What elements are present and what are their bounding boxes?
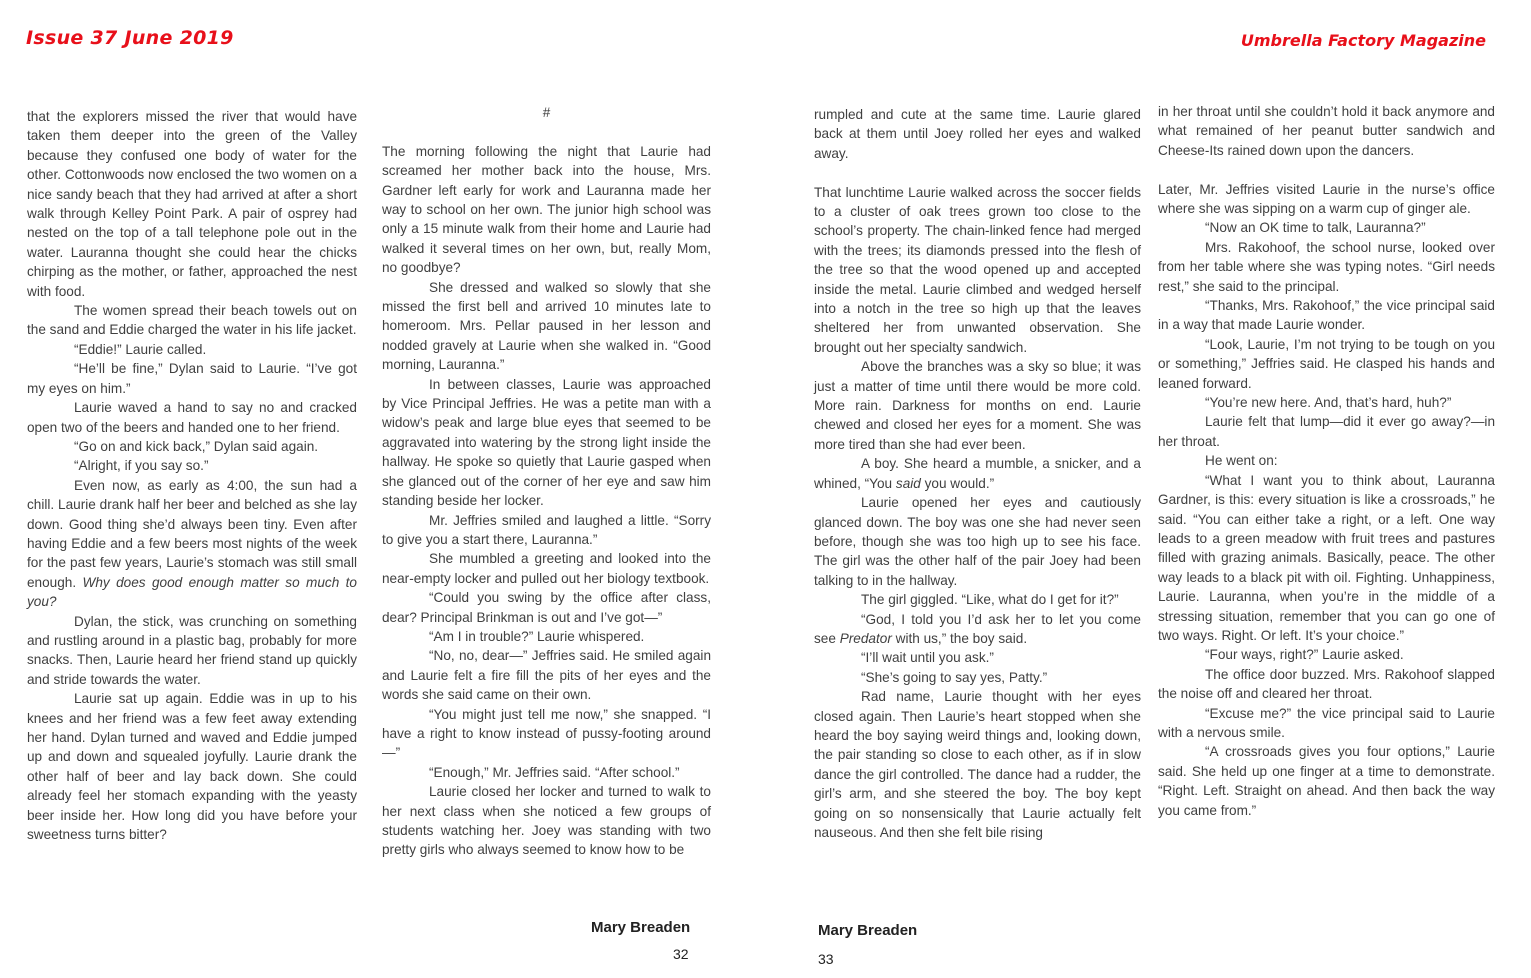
paragraph: “I’ll wait until you ask.” [861,650,994,666]
paragraph: “What I want you to think about, Lauranna Gardner, is this: every situation is like a crossroads,” he said. “You can either take a right, or a left. One way leads to a green meadow with fruit trees and pastures filled with grazing animals. Basically, peace. The other way leads to a black pit with oil. Fighting. Unhappiness, Laurie. Lauranna, when you’re in the middle of a stressing situation, remember that you can go one of two ways. Right. Or left. It’s your choice.” [1158,472,1495,643]
paragraph: rumpled and cute at the same time. Laurie glared back at them until Joey rolled her eyes and walked away. [814,107,1141,161]
paragraph: “You might just tell me now,” she snapped. “I have a right to know instead of pussy-footing around—” [382,706,711,761]
paragraph: Above the branches was a sky so blue; it was just a matter of time until there would be more cold. More rain. Darkness for months on end. Laurie chewed and closed her eyes for a moment. She was more tired than she had ever been. [814,359,1141,452]
paragraph: She mumbled a greeting and looked into the near-empty locker and pulled out her biology textbook. [382,551,711,586]
paragraph: The women spread their beach towels out on the sand and Eddie charged the water in his life jacket. [27,303,357,338]
paragraph: “She’s going to say yes, Patty.” [861,669,1048,685]
paragraph: Laurie waved a hand to say no and cracked open two of the beers and handed one to her friend. [27,400,357,435]
page-number-left: 32 [673,946,689,962]
author-right: Mary Breaden [818,922,918,939]
paragraph: “He’ll be fine,” Dylan said to Laurie. “I’ve got my eyes on him.” [27,361,357,396]
paragraph: “Look, Laurie, I’m not trying to be tough on you or something,” Jeffries said. He clasped his hands and leaned forward. [1158,336,1495,391]
paragraph: Later, Mr. Jeffries visited Laurie in the nurse’s office where she was sipping on a warm cup of ginger ale. [1158,181,1495,217]
text-column-3 [814,105,1141,842]
paragraph: that the explorers missed the river that would have taken them deeper into the green of the Valley because they confused one body of water for the other. Cottonwoods now enclosed the two women on a nice sandy beach that they had arrived at after a short walk through Kelley Point Park. A pair of osprey had nested on the top of a tall telephone pole out in the water. Lauranna thought she could hear the chicks chirping as the mother, or father, approached the nest with food. [27,109,357,299]
paragraph: “Thanks, Mrs. Rakohoof,” the vice principal said in a way that made Laurie wonder. [1158,298,1495,333]
paragraph: “Alright, if you say so.” [74,458,209,474]
page-number-right: 33 [818,951,834,967]
paragraph: Mr. Jeffries smiled and laughed a little. “Sorry to give you a start there, Lauranna.” [382,512,711,547]
paragraph: # [542,105,551,120]
paragraph: In between classes, Laurie was approached by Vice Principal Jeffries. He was a petite man with a widow’s peak and large blue eyes that seemed to be aggravated into watering by the strong light inside the hallway. He spoke so quietly that Laurie gasped when she glanced out of the corner of her eye and saw him standing beside her locker. [382,376,711,509]
paragraph: Rad name, Laurie thought with her eyes closed again. Then Laurie’s heart stopped when she heard the boy saying weird things and, looking down, the pair standing so close to each other, as if in slow dance the girl controlled. The dance had a rudder, the girl’s arm, and she steered the boy. The boy kept going on so nonsensically that Laurie actually felt nauseous. And then she felt bile rising [814,689,1141,841]
paragraph: The morning following the night that Laurie had screamed her mother back into the house, Mrs. Gardner left early for work and Lauranna made her way to school on her own. The junior high school was only a 15 minute walk from their home and Laurie had walked it several times on her own, but, really Mom, no goodbye? [382,143,711,276]
paragraph: Even now, as early as 4:00, the sun had a chill. Laurie drank half her beer and belched as she lay down. Good thing she’d always been tiny. Even after having Eddie and a few beers most nights of the week for the past few years, Laurie’s stomach was still small enough. Why does good enough matter so much to you? [27,477,357,610]
paragraph: “Excuse me?” the vice principal said to Laurie with a nervous smile. [1158,705,1495,740]
paragraph: “Go on and kick back,” Dylan said again. [74,438,319,454]
paragraph: Laurie opened her eyes and cautiously glanced down. The boy was one she had never seen before, though she was too high up to see his face. The girl was the other half of the pair Joey had been talking to in the hallway. [814,495,1141,588]
paragraph: “Now an OK time to talk, Lauranna?” [1205,220,1426,236]
paragraph: “Could you swing by the office after class, dear? Principal Brinkman is out and I’ve got—” [382,590,711,625]
paragraph: Mrs. Rakohoof, the school nurse, looked over from her table where she was typing notes. “Girl needs rest,” she said to the principal. [1158,239,1495,294]
paragraph: “God, I told you I’d ask her to let you come see Predator with us,” the boy said. [814,611,1141,646]
paragraph: Dylan, the stick, was crunching on something and rustling around in a plastic bag, probably for more snacks. Then, Laurie heard her friend stand up quickly and stride towards the water. [27,613,357,687]
paragraph: in her throat until she couldn’t hold it back anymore and what remained of her peanut butter sandwich and Cheese-Its rained down upon the dancers. [1158,104,1495,158]
paragraph: “A crossroads gives you four options,” Laurie said. She held up one finger at a time to demonstrate. “Right. Left. Straight on ahead. And then back the way you came from.” [1158,744,1495,818]
paragraph: Laurie felt that lump—did it ever go away?—in her throat. [1158,414,1495,449]
paragraph: “No, no, dear—” Jeffries said. He smiled again and Laurie felt a fire fill the pits of her eyes and the words she said came on their own. [382,648,711,703]
issue-label: Issue 37 June 2019 [26,27,234,49]
paragraph: Laurie sat up again. Eddie was in up to his knees and her friend was a few feet away extending her hand. Dylan turned and waved and Eddie jumped up and down and squealed joyfully. Laurie drank the other half of beer and lay back down. She could already feel her stomach expanding with the yeasty beer inside her. How long did you have before your sweetness turns bitter? [27,691,357,843]
paragraph: The girl giggled. “Like, what do I get for it?” [861,592,1119,608]
paragraph: He went on: [1205,453,1278,469]
paragraph: Laurie closed her locker and turned to walk to her next class when she noticed a few groups of students watching her. Joey was standing with two pretty girls who always seemed to know how to be [382,784,711,858]
author-left: Mary Breaden [591,919,691,936]
magazine-title: Umbrella Factory Magazine [1240,31,1486,50]
paragraph: “Four ways, right?” Laurie asked. [1205,647,1404,663]
paragraph: That lunchtime Laurie walked across the soccer fields to a cluster of oak trees grown too close to the school’s property. The chain-linked fence had merged with the trees; its diamonds pressed into the flesh of the tree so that the wood opened up and accepted inside the metal. Laurie climbed and wedged herself into a notch in the tree so high up that the leaves sheltered her from unwanted observation. She brought out her specialty sandwich. [814,184,1141,355]
paragraph: “Enough,” Mr. Jeffries said. “After school.” [429,764,680,780]
paragraph: “Am I in trouble?” Laurie whispered. [429,628,645,644]
text-column-1 [27,107,357,844]
paragraph: A boy. She heard a mumble, a snicker, and a whined, “You said you would.” [814,456,1141,491]
paragraph: “Eddie!” Laurie called. [74,341,207,357]
text-column-4 [1158,102,1495,820]
paragraph: “You’re new here. And, that’s hard, huh?” [1205,395,1452,411]
text-column-2 [382,103,711,860]
paragraph: She dressed and walked so slowly that she missed the first bell and arrived 10 minutes late to homeroom. Mrs. Pellar paused in her lesson and nodded gravely at Laurie when she walked in. “Good morning, Lauranna.” [382,279,711,373]
paragraph: The office door buzzed. Mrs. Rakohoof slapped the noise off and cleared her throat. [1158,666,1495,702]
